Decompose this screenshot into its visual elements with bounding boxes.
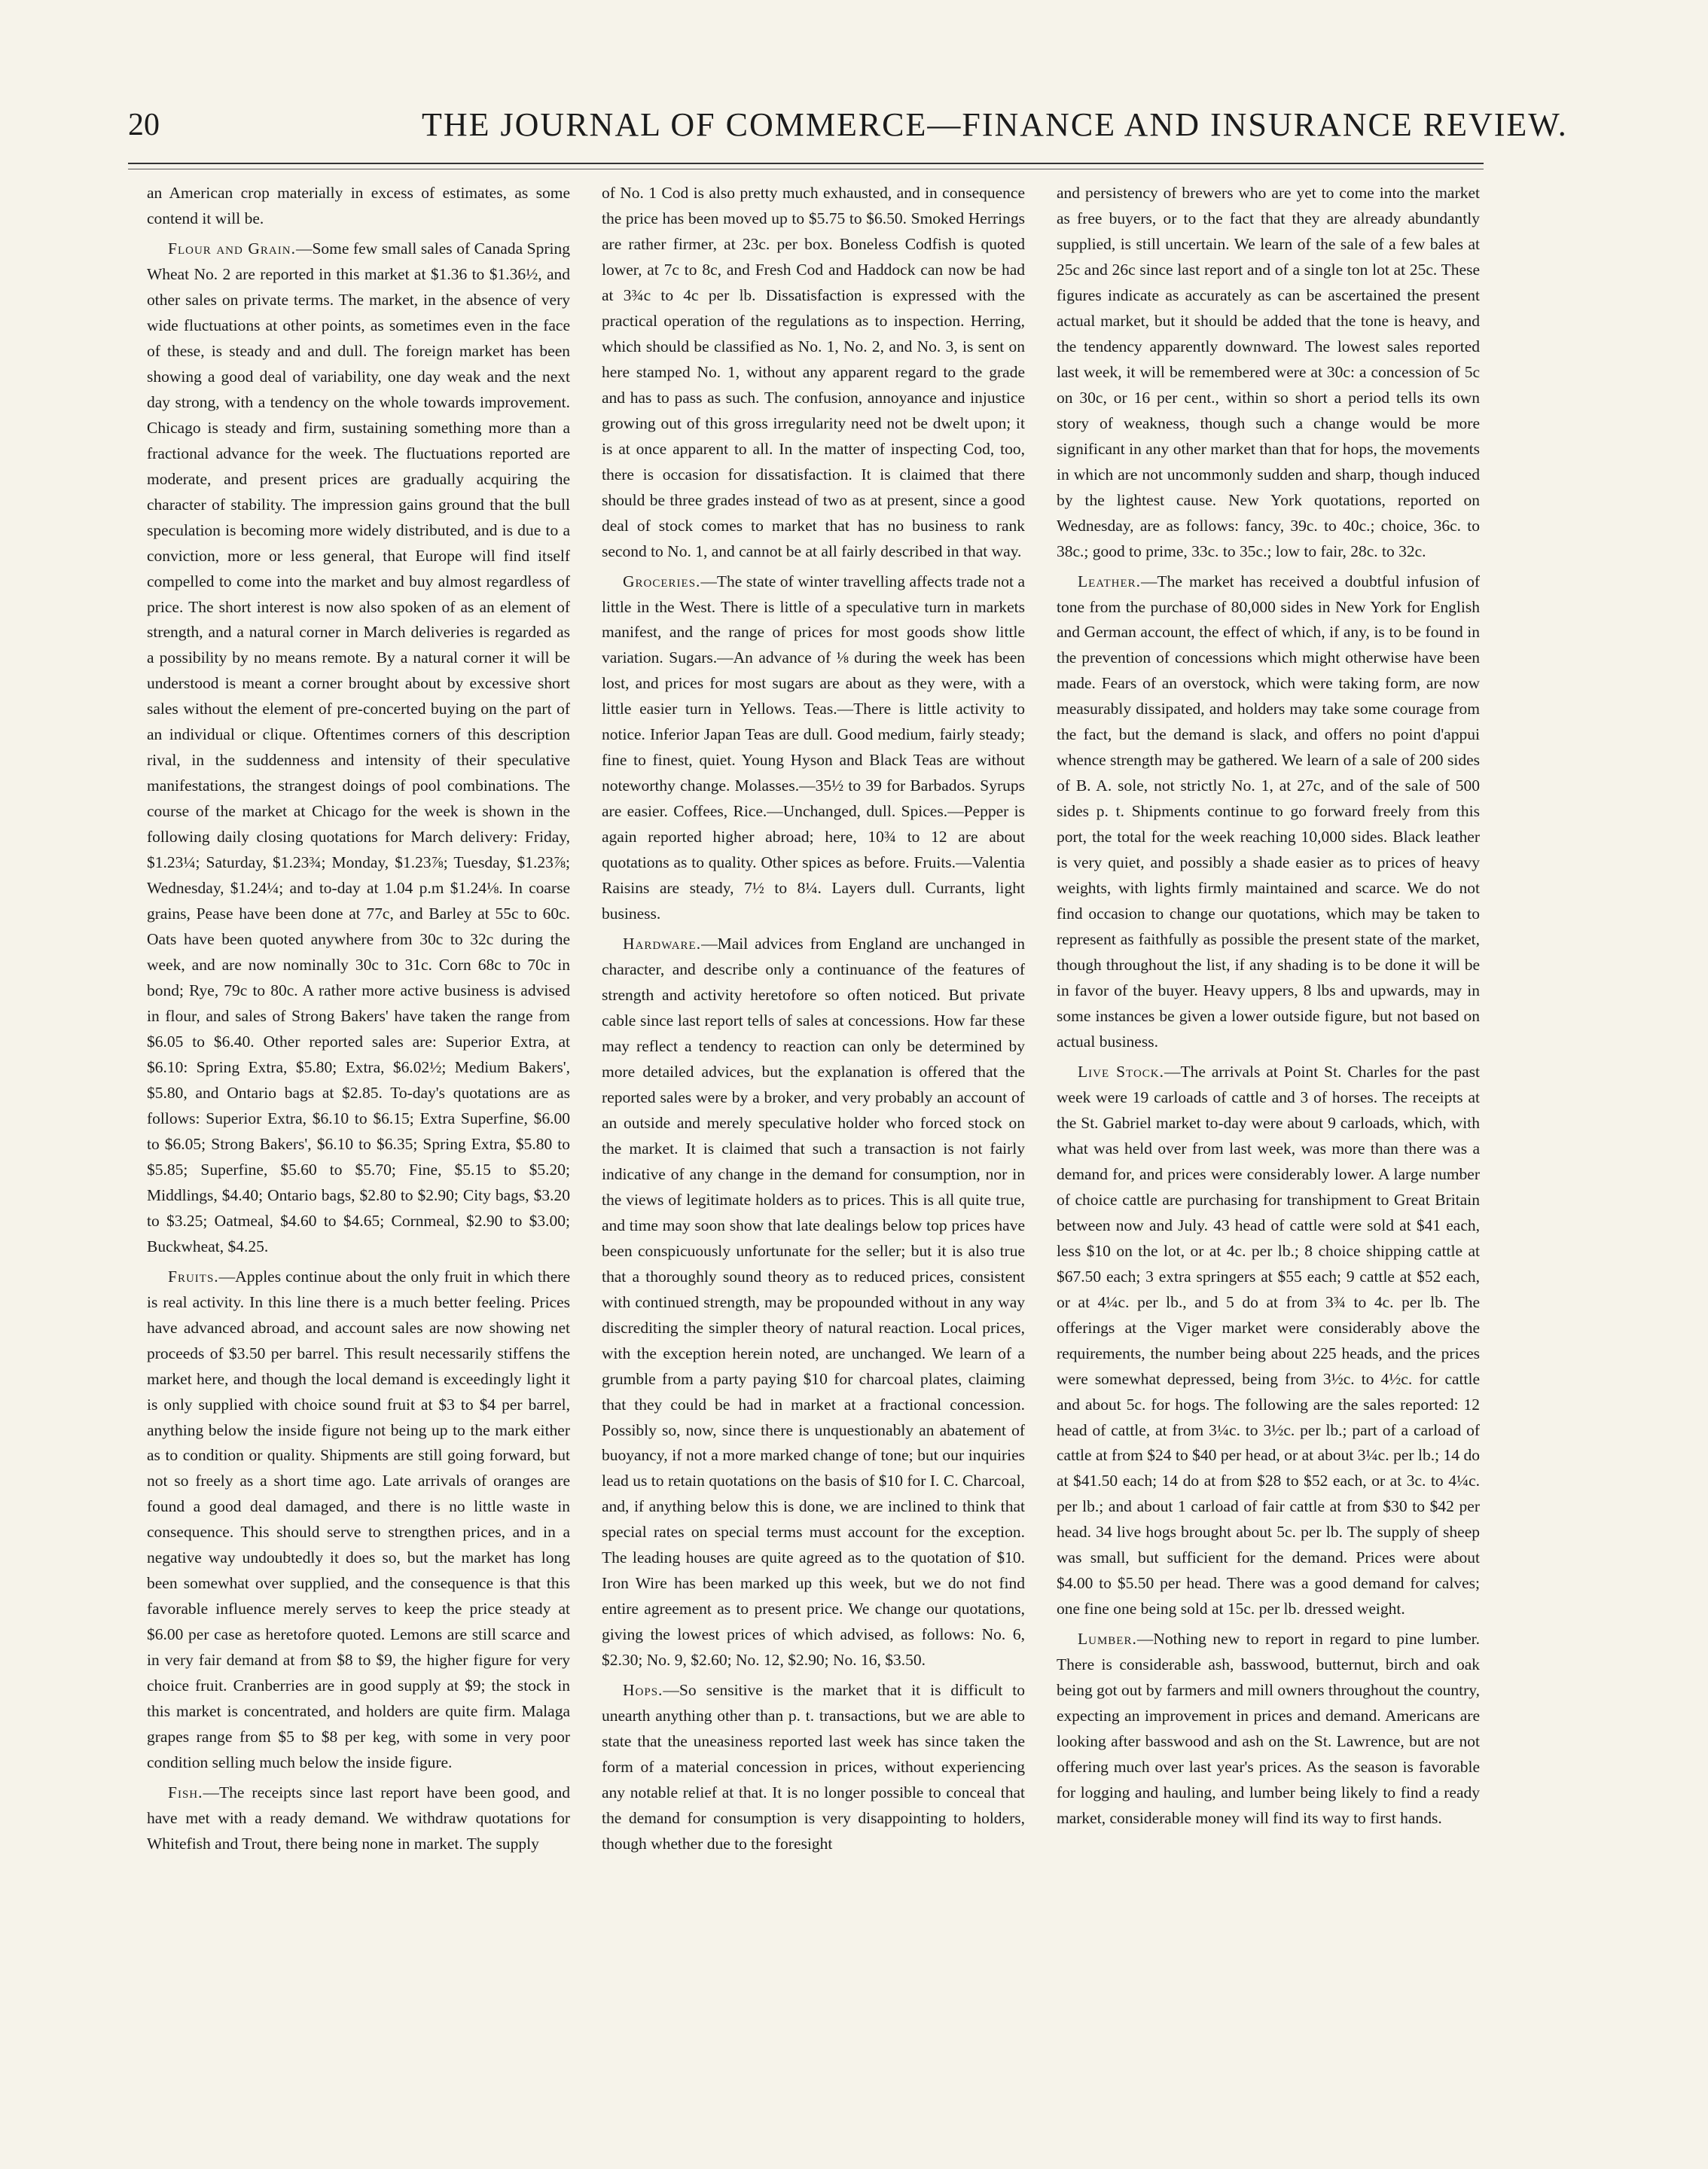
section-text: —Some few small sales of Canada Spring Wheat No. 2 are reported in this market at $1.36 to $1.36½, and other sales on private terms. The market, in the absence of very wide fluctuations at other points, as sometimes even in the face of these, is steady and and dull. The foreign market has been showing a good deal of variability, one day weak and the next day strong, with a tendency on the whole towards improvement. Chicago is steady and firm, sustaining something more than a fractional advance for the week. The fluctuations reported are moderate, and present prices are gradually acquiring the character of stability. The impression gains ground that the bull speculation is becoming more widely distributed, and is due to a conviction, more or less general, that Europe will find itself compelled to come into the market and buy almost regardless of price. The short interest is now also spoken of as an element of strength, and a natural corner in March deliveries is regarded as a possibility by no means remote. By a natural corner it will be understood is meant a corner brought about by excessive short sales without the element of pre-concerted buying on the part of an individual or clique. Oftentimes corners of this description rival, in the suddenness and intensity of their speculative manifestations, the strangest doings of pool combinations. The course of the market at Chicago for the week is shown in the following daily closing quotations for March delivery: Friday, $1.23¼; Saturday, $1.23¾; Monday, $1.23⅞; Tuesday, $1.23⅞; Wednesday, $1.24¼; and to-day at 1.04 p.m $1.24⅛. In coarse grains, Pease have been done at 77c, and Barley at 55c to 60c. Oats have been quoted anywhere from 30c to 32c during the week, and are now nominally 30c to 31c. Corn 68c to 70c in bond; Rye, 79c to 80c. A rather more active business is advised in flour, and sales of Strong Bakers' have taken the range from $6.05 to $6.40. Other reported sales are: Superior Extra, at $6.10: Spring Extra, $5.80; Extra, $6.02½; Medium Bakers', $5.80, and Ontario bags at $2.85. To-day's quotations are as follows: Superior Extra, $6.10 to $6.15; Extra Superfine, $6.00 to $6.05; Strong Bakers', $6.10 to $6.35; Spring Extra, $5.80 to $5.85; Superfine, $5.60 to $5.70; Fine, $5.15 to $5.20; Middlings, $4.40; Ontario bags, $2.80 to $2.90; City bags, $3.20 to $3.25; Oatmeal, $4.60 to $4.65; Cornmeal, $2.90 to $3.00; Buckwheat, $4.25. <box>147 239 570 1255</box>
section-text: —The market has received a doubtful infusion of tone from the purchase of 80,000 sides in New York for English and German account, the effect of which, if any, is to be found in the prevention of concessions which might otherwise have been made. Fears of an overstock, which were taking form, are now measurably dissipated, and holders may take some courage from the fact, but the demand is slack, and offers no point d'appui whence strength may be gathered. We learn of a sale of 200 sides of B. A. sole, not strictly No. 1, at 27c, and of the sale of 500 sides p. t. Shipments continue to go forward freely from this port, the total for the week reaching 10,000 sides. Black leather is very quiet, and possibly a shade easier as to prices of heavy weights, with lights firmly maintained and scarce. We do not find occasion to change our quotations, which may be taken to represent as faithfully as possible the present state of the market, though throughout the list, if any shading is to be done it will be in favor of the buyer. Heavy uppers, 8 lbs and upwards, may in some instances be given a lower outside figure, but not based on actual business. <box>1057 572 1480 1051</box>
crop-continuation: an American crop materially in excess of estimates, as some contend it will be. <box>147 184 570 227</box>
section-text: —Apples continue about the only fruit in which there is real activity. In this line there is a much better feeling. Prices have advanced abroad, and account sales are now showing net proceeds of $3.50 per barrel. This result necessarily stiffens the market here, and though the local demand is exceedingly light it is only supplied with choice sound fruit at $3 to $4 per barrel, anything below the inside figure not being up to the mark either as to condition or quality. Shipments are still going forward, but not so freely as a short time ago. Late arrivals of oranges are found a good deal damaged, and there is no little waste in consequence. This should serve to strengthen prices, and in a negative way undoubtedly it does so, but the market has long been somewhat over supplied, and the consequence is that this favorable influence merely serves to keep the price steady at $6.00 per case as heretofore quoted. Lemons are still scarce and in very fair demand at from $8 to $9, the higher figure for very choice fruit. Cranberries are in good supply at $9; the stock in this market is concentrated, and holders are quite firm. Malaga grapes range from $5 to $8 per keg, with some in very poor condition selling much below the inside figure. <box>147 1267 570 1772</box>
section-heading: Live Stock. <box>1078 1062 1164 1081</box>
section-heading: Groceries. <box>623 572 701 590</box>
section-text: —Nothing new to report in regard to pine lumber. There is considerable ash, basswood, butternut, birch and oak being got out by farmers and mill owners throughout the country, expecting an improvement in prices and demand. Americans are looking after basswood and ash on the St. Lawrence, but are not offering much over last year's prices. As the season is favorable for logging and hauling, and lumber being likely to find a ready market, considerable money will find its way to first hands. <box>1057 1630 1480 1828</box>
column-1 <box>147 181 570 2109</box>
section-text: —The arrivals at Point St. Charles for the past week were 19 carloads of cattle and 3 of horses. The receipts at the St. Gabriel market to-day were about 9 carloads, which, with what was held over from last week, was more than there was a demand for, and prices were considerably lower. A large number of choice cattle are purchasing for transhipment to Great Britain between now and July. 43 head of cattle were sold at $41 each, less $10 on the lot, or at 4c. per lb.; 8 choice shipping cattle at $67.50 each; 3 extra springers at $55 each; 9 cattle at $52 each, or at 4¼c. per lb., and 5 do at from 3¾ to 4c. per lb. The offerings at the Viger market were considerably above the requirements, the number being about 225 heads, and the prices were somewhat depressed, being from 3½c. to 4½c. for cattle and about 5c. for hogs. The following are the sales reported: 12 head of cattle, at from 3¼c. to 3½c. per lb.; part of a carload of cattle at from $24 to $40 per head, or at about 3¼c. per lb.; 14 do at $41.50 each; 14 do at from $28 to $52 each, or at 3c. to 4¼c. per lb.; and about 1 carload of fair cattle at from $30 to $42 per head. 34 live hogs brought about 5c. per lb. The supply of sheep was small, but sufficient for the demand. Prices were about $4.00 to $5.50 per head. There was a good demand for calves; one fine one being sold at 15c. per lb. dressed weight. <box>1057 1062 1480 1618</box>
fish-continuation: of No. 1 Cod is also pretty much exhausted, and in consequence the price has been moved up to $5.75 to $6.50. Smoked Herrings are rather firmer, at 23c. per box. Boneless Codfish is quoted lower, at 7c to 8c, and Fresh Cod and Haddock can now be had at 3¾c to 4c per lb. Dissatisfaction is expressed with the practical operation of the regulations as to inspection. Herring, which should be classified as No. 1, No. 2, and No. 3, is sent on here stamped No. 1, without any apparent regard to the grade and has to pass as such. The confusion, annoyance and injustice growing out of this gross irregularity need not be dwelt upon; it is at once apparent to all. In the matter of inspecting Cod, too, there is occasion for dissatisfaction. It is claimed that there should be three grades instead of two as at present, since a good deal of stock comes to market that has no business to rank second to No. 1, and cannot be at all fairly described in that way. <box>602 184 1025 560</box>
hops-continuation: and persistency of brewers who are yet to come into the market as free buyers, or to the fact that they are already abundantly supplied, is still uncertain. We learn of the sale of a few bales at 25c and 26c since last report and of a single ton lot at 25c. These figures indicate as accurately as can be ascertained the present actual market, but it should be added that the tone is heavy, and the tendency apparently downward. The lowest sales reported last week, it will be remembered were at 30c: a concession of 5c on 30c, or 16 per cent., within so short a period tells its own story of weakness, though such a change would be more significant in any other market than that for hops, the movements in which are not uncommonly sudden and sharp, though induced by the lightest cause. New York quotations, reported on Wednesday, are as follows: fancy, 39c. to 40c.; choice, 36c. to 38c.; good to prime, 33c. to 35c.; low to fair, 28c. to 32c. <box>1057 184 1480 560</box>
section-heading: Leather. <box>1078 572 1142 590</box>
article-columns <box>147 181 1480 2109</box>
journal-title: THE JOURNAL OF COMMERCE—FINANCE AND INSURANCE REVIEW. <box>422 106 1568 143</box>
section-fish <box>147 1780 570 1857</box>
section-hops <box>602 1678 1025 1857</box>
section-heading: Hardware. <box>623 935 702 953</box>
section-heading: Fruits. <box>168 1267 219 1286</box>
section-flour-grain <box>147 236 570 1260</box>
column-2 <box>602 181 1025 2109</box>
section-fruits <box>147 1264 570 1776</box>
section-text: —The receipts since last report have been good, and have met with a ready demand. We withdraw quotations for Whitefish and Trout, there being none in market. The supply <box>147 1783 570 1853</box>
header-rule <box>128 163 1484 164</box>
column-3 <box>1057 181 1480 2109</box>
section-leather <box>1057 569 1480 1055</box>
page-header <box>128 105 1568 158</box>
page-number: 20 <box>128 108 160 142</box>
section-heading: Lumber. <box>1078 1630 1137 1649</box>
section-hardware <box>602 932 1025 1673</box>
section-heading: Fish. <box>168 1783 203 1802</box>
section-groceries <box>602 569 1025 928</box>
section-text: —Mail advices from England are unchanged in character, and describe only a continuance of the features of strength and activity heretofore so often noticed. But private cable since last report tells of sales at concessions. How far these may reflect a tendency to reaction can only be determined by more detailed advices, but the explanation is offered that the reported sales were by a broker, and very probably an account of an outside and merely speculative holder who forced stock on the market. It is claimed that such a transaction is not fairly indicative of any change in the demand for consumption, nor in the views of legitimate holders as to prices. This is all quite true, and time may soon show that late dealings below top prices have been conspicuously unfortunate for the seller; but it is also true that a thoroughly sound theory as to reduced prices, consistent with continued strength, may be propounded without in any way discrediting the simpler theory of natural reaction. Local prices, with the exception herein noted, are unchanged. We learn of a grumble from a party paying $10 for charcoal plates, claiming that they could be had in market at a fractional concession. Possibly so, now, since there is unquestionably an abatement of buoyancy, if not a more marked change of tone; but our inquiries lead us to retain quotations on the basis of $10 for I. C. Charcoal, and, if anything below this is done, we are inclined to think that special rates on special terms must account for the exception. The leading houses are quite agreed as to the quotation of $10. Iron Wire has been marked up this week, but we do not find entire agreement as to present price. We change our quotations, giving the lowest prices of which advised, as follows: No. 6, $2.30; No. 9, $2.60; No. 12, $2.90; No. 16, $3.50. <box>602 935 1025 1670</box>
section-lumber <box>1057 1627 1480 1832</box>
section-text: —The state of winter travelling affects trade not a little in the West. There is little of a speculative turn in markets manifest, and the range of prices for most goods show little variation. Sugars.—An advance of ⅛ during the week has been lost, and prices for most sugars are about as they were, with a little easier turn in Yellows. Teas.—There is little activity to notice. Inferior Japan Teas are dull. Good medium, fairly steady; fine to finest, quiet. Young Hyson and Black Teas are without noteworthy change. Molasses.—35½ to 39 for Barbados. Syrups are easier. Coffees, Rice.—Unchanged, dull. Spices.—Pepper is again reported higher abroad; here, 10¾ to 12 are about quotations as to quality. Other spices as before. Fruits.—Valentia Raisins are steady, 7½ to 8¼. Layers dull. Currants, light business. <box>602 572 1025 923</box>
section-live-stock <box>1057 1060 1480 1622</box>
section-text: —So sensitive is the market that it is difficult to unearth anything other than p. t. transactions, but we are able to state that the uneasiness reported last week has since taken the form of a material concession in prices, without experiencing any notable relief at that. It is no longer possible to conceal that the demand for consumption is very disappointing to holders, though whether due to the foresight <box>602 1681 1025 1853</box>
section-heading: Flour and Grain. <box>168 239 296 258</box>
section-heading: Hops. <box>623 1681 663 1700</box>
